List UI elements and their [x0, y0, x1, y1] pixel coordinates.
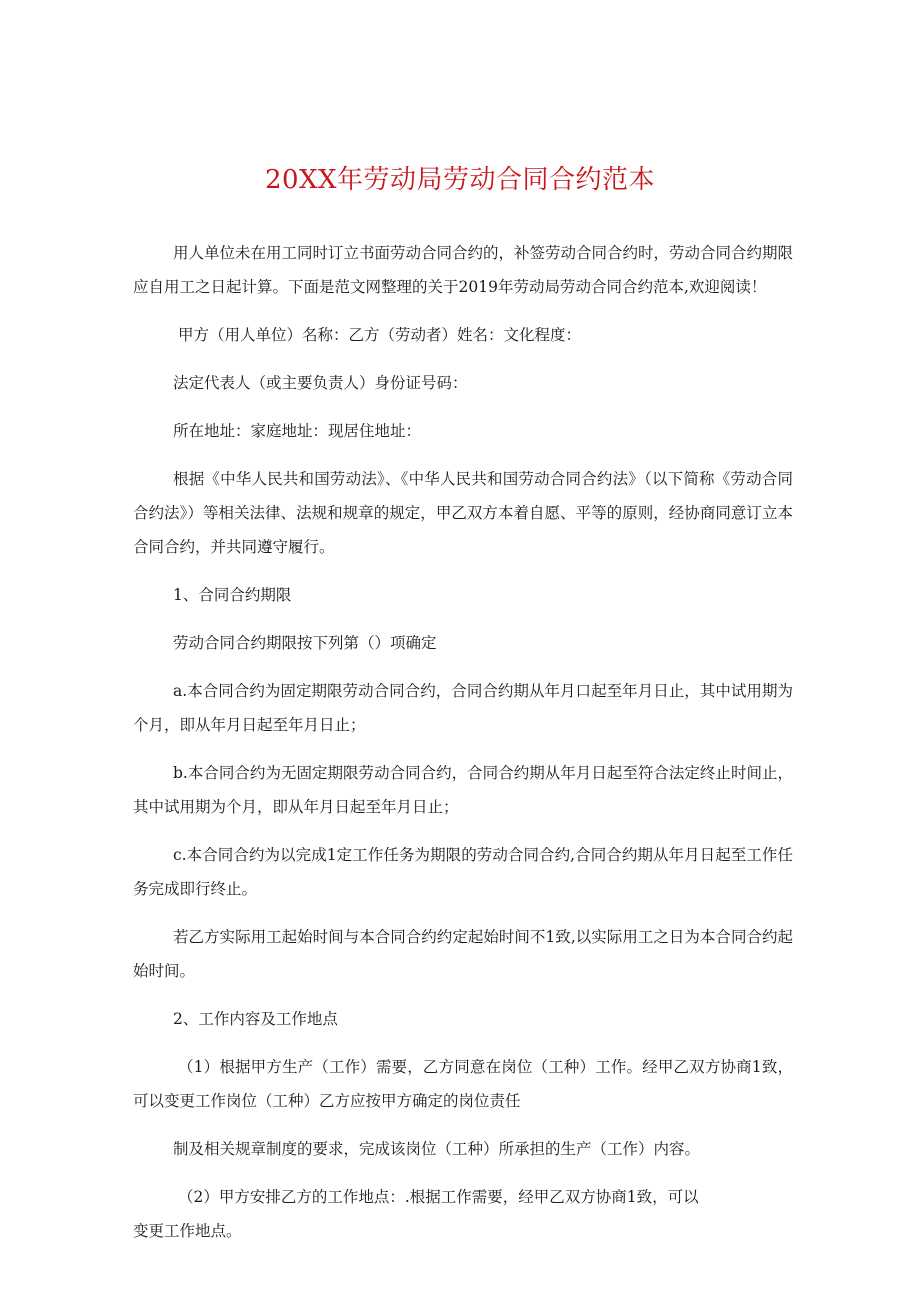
term-option-a: a.本合同合约为固定期限劳动合同合约，合同合约期从年月口起至年月日止，其中试用期为个月，即从年月日起至年月日止；: [133, 682, 793, 734]
party-a-name-line: 甲方（用人单位）名称：乙方（劳动者）姓名：文化程度：: [178, 326, 582, 344]
term-option-b: b.本合同合约为无固定期限劳动合同合约，合同合约期从年月日起至符合法定终止时间止，其中试用期为个月，即从年月日起至年月日止；: [133, 764, 793, 816]
work-content-clause-1: （1）根据甲方生产（工作）需要，乙方同意在岗位（工种）工作。经甲乙双方协商1致，可以变更工作岗位（工种）乙方应按甲方确定的岗位责任: [133, 1058, 793, 1110]
legal-representative-line: 法定代表人（或主要负责人）身份证号码：: [173, 374, 468, 392]
work-content-clause-1-continued: 制及相关规章制度的要求，完成该岗位（工种）所承担的生产（工作）内容。: [173, 1140, 701, 1158]
start-date-clause: 若乙方实际用工起始时间与本合同合约约定起始时间不1致,以实际用工之日为本合同合约起始时间。: [133, 928, 793, 980]
work-location-clause-2-continued: 变更工作地点。: [133, 1222, 242, 1240]
section-heading-work-content: 2、工作内容及工作地点: [173, 1010, 338, 1028]
document-title: 20XX年劳动局劳动合同合约范本: [264, 165, 656, 195]
address-line: 所在地址：家庭地址：现居住地址：: [173, 422, 422, 440]
work-location-clause-2: （2）甲方安排乙方的工作地点：.根据工作需要，经甲乙双方协商1致，可以: [178, 1188, 699, 1206]
document-body: [133, 236, 793, 1262]
intro-paragraph: 用人单位未在用工同时订立书面劳动合同合约的，补签劳动合同合约时，劳动合同合约期限应自用工之日起计算。下面是范文网整理的关于2019年劳动局劳动合同合约范本,欢迎阅读！: [133, 244, 794, 296]
legal-basis-paragraph: 根据《中华人民共和国劳动法》、《中华人民共和国劳动合同合约法》（以下简称《劳动合同合约法》）等相关法律、法规和规章的规定，甲乙双方本着自愿、平等的原则，经协商同意订立本合同合约，并共同遵守履行。: [133, 470, 793, 556]
term-option-c: c.本合同合约为以完成1定工作任务为期限的劳动合同合约,合同合约期从年月日起至工作任务完成即行终止。: [133, 846, 793, 898]
section-heading-contract-term: 1、合同合约期限: [173, 586, 292, 604]
contract-term-intro: 劳动合同合约期限按下列第（）项确定: [173, 634, 437, 652]
